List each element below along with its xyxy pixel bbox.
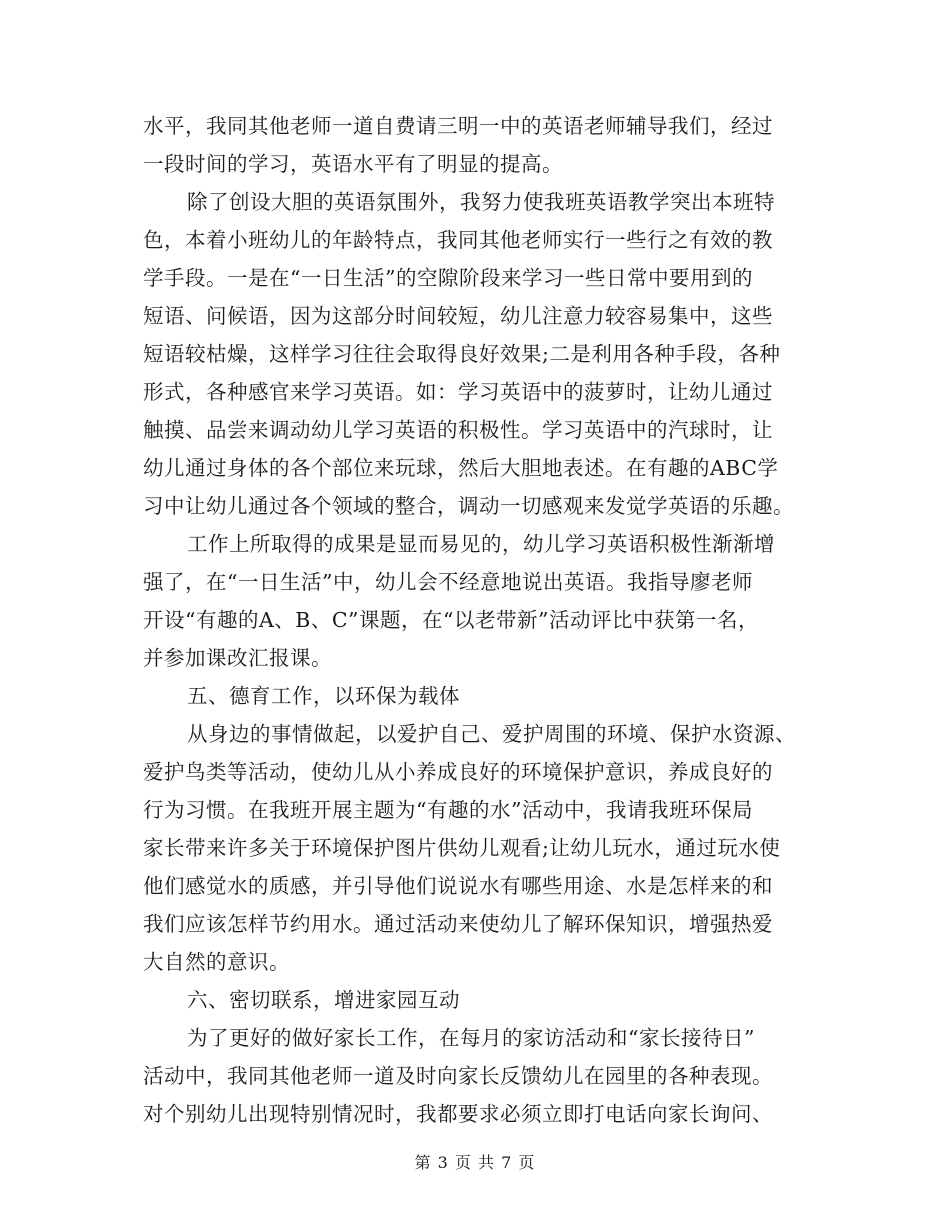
section-heading: 六、密切联系，增进家园互动 [187, 988, 460, 1012]
section-heading: 五、德育工作，以环保为载体 [187, 684, 460, 708]
paragraph-start-line: 从身边的事情做起，以爱护自己、爱护周围的环境、保护水资源、 [187, 722, 796, 746]
text-line: 他们感觉水的质感，并引导他们说说水有哪些用途、水是怎样来的和 [143, 874, 773, 898]
text-line: 学手段。一是在“一日生活”的空隙阶段来学习一些日常中要用到的 [143, 266, 753, 290]
paragraph-start-line: 为了更好的做好家长工作，在每月的家访活动和“家长接待日” [187, 1026, 755, 1050]
text-line: 色，本着小班幼儿的年龄特点，我同其他老师实行一些行之有效的教 [143, 228, 773, 252]
text-line: 家长带来许多关于环境保护图片供幼儿观看;让幼儿玩水，通过玩水使 [143, 836, 781, 860]
text-line: 行为习惯。在我班开展主题为“有趣的水”活动中，我请我班环保局 [143, 798, 753, 822]
paragraph-start-line: 除了创设大胆的英语氛围外，我努力使我班英语教学突出本班特 [187, 190, 775, 214]
text-line: 开设“有趣的A、B、C”课题，在“以老带新”活动评比中获第一名， [143, 608, 759, 632]
text-line: 形式，各种感官来学习英语。如：学习英语中的菠萝时，让幼儿通过 [143, 380, 773, 404]
text-line: 并参加课改汇报课。 [143, 646, 332, 670]
text-line: 水平，我同其他老师一道自费请三明一中的英语老师辅导我们，经过 [143, 114, 773, 138]
paragraph-start-line: 工作上所取得的成果是显而易见的，幼儿学习英语积极性渐渐增 [187, 532, 775, 556]
text-line: 短语较枯燥，这样学习往往会取得良好效果;二是利用各种手段，各种 [143, 342, 781, 366]
text-line: 爱护鸟类等活动，使幼儿从小养成良好的环境保护意识，养成良好的 [143, 760, 773, 784]
text-line: 习中让幼儿通过各个领域的整合，调动一切感观来发觉学英语的乐趣。 [143, 494, 794, 518]
text-line: 大自然的意识。 [143, 950, 290, 974]
text-line: 对个别幼儿出现特别情况时，我都要求必须立即打电话向家长询问、 [143, 1102, 773, 1126]
text-line: 一段时间的学习，英语水平有了明显的提高。 [143, 152, 563, 176]
page-number: 第 3 页 共 7 页 [414, 1153, 536, 1172]
text-line: 我们应该怎样节约用水。通过活动来使幼儿了解环保知识，增强热爱 [143, 912, 773, 936]
text-line: 强了，在“一日生活”中，幼儿会不经意地说出英语。我指导廖老师 [143, 570, 753, 594]
document-body [143, 107, 811, 1133]
text-line: 活动中，我同其他老师一道及时向家长反馈幼儿在园里的各种表现。 [143, 1064, 773, 1088]
text-line: 短语、问候语，因为这部分时间较短，幼儿注意力较容易集中，这些 [143, 304, 773, 328]
text-line: 触摸、品尝来调动幼儿学习英语的积极性。学习英语中的汽球时，让 [143, 418, 773, 442]
text-line: 幼儿通过身体的各个部位来玩球，然后大胆地表述。在有趣的ABC学 [143, 456, 779, 480]
